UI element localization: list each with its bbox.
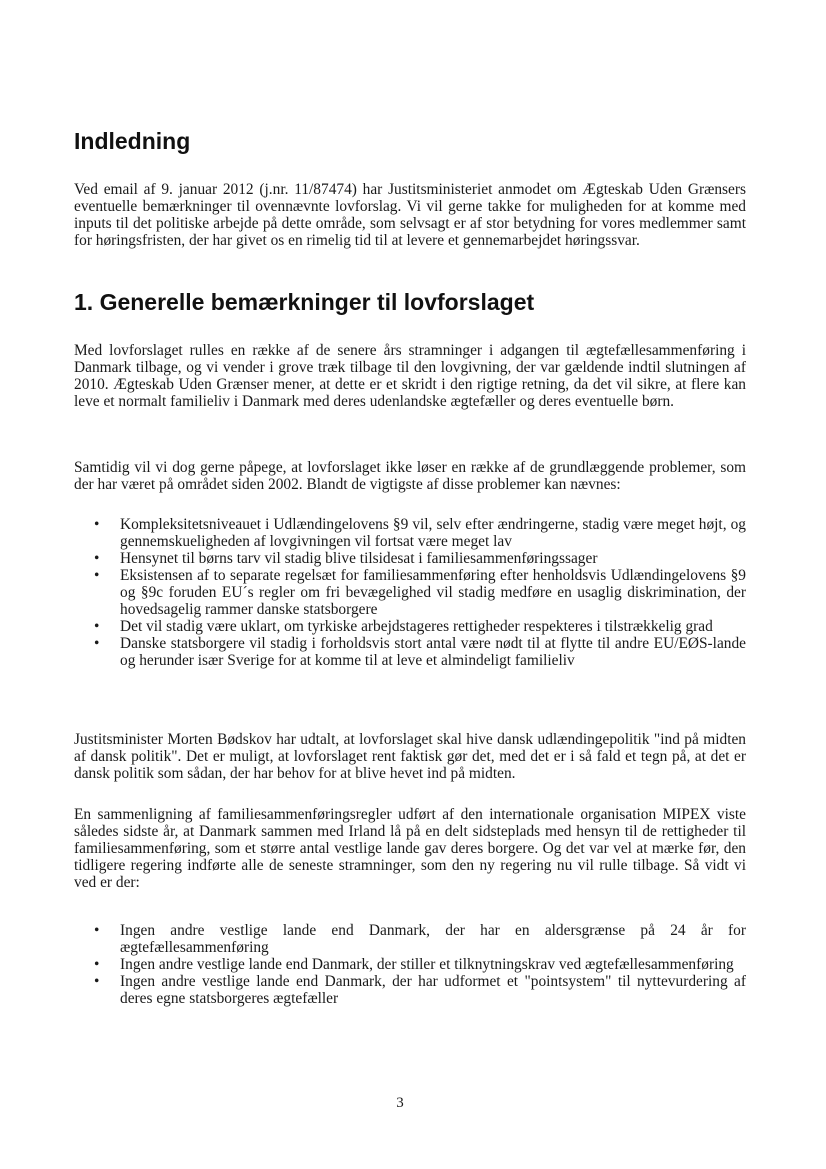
list-item-text: Kompleksitetsniveauet i Udlændingelovens §9 vil, selv efter ændringerne, stadig være meget højt, og gennemskueligheden af lovgivningen vil fortsat være meget lav bbox=[120, 516, 746, 550]
bullet-icon: • bbox=[94, 635, 100, 652]
western-countries-list bbox=[74, 922, 746, 1007]
list-item-text: Eksistensen af to separate regelsæt for familiesammenføring efter henholdsvis Udlændingelovens §9 og §9c foruden EU´s regler om fri bevægelighed vil stadig medføre en usaglig diskrimination, der hovedsagelig rammer danske statsborgere bbox=[120, 567, 746, 618]
page-number: 3 bbox=[396, 1095, 404, 1111]
list-item-text: Hensynet til børns tarv vil stadig blive tilsidesat i familiesammenføringssager bbox=[120, 550, 598, 567]
list-item bbox=[74, 567, 746, 618]
bullet-icon: • bbox=[94, 922, 100, 939]
list-item bbox=[74, 550, 746, 567]
heading-generelle-bemaerkninger: 1. Generelle bemærkninger til lovforslaget bbox=[74, 289, 535, 315]
list-item-text: Ingen andre vestlige lande end Danmark, der har en aldersgrænse på 24 år for ægtefællesammenføring bbox=[120, 922, 746, 956]
paragraph-samtidig: Samtidig vil vi dog gerne påpege, at lovforslaget ikke løser en række af de grundlæggende problemer, som der har været på området siden 2002. Blandt de vigtigste af disse problemer kan nævnes: bbox=[74, 459, 746, 493]
list-item bbox=[74, 618, 746, 635]
list-item-text: Det vil stadig være uklart, om tyrkiske arbejdstageres rettigheder respekteres i tilstrækkelig grad bbox=[120, 618, 713, 635]
paragraph-mipex: En sammenligning af familiesammenføringsregler udført af den internationale organisation MIPEX viste således sidste år, at Danmark sammen med Irland lå på en delt sidsteplads med hensyn til de rettigheder til familiesammenføring, som et større antal vestlige lande gav deres borgere. Og det var vel at mærke før, den tidligere regering indførte alle de seneste stramninger, som den ny regering nu vil rulle tilbage. Så vidt vi ved er der: bbox=[74, 806, 746, 891]
list-item-text: Danske statsborgere vil stadig i forholdsvis stort antal være nødt til at flytte til andre EU/EØS-lande og herunder især Sverige for at komme til at leve et almindeligt familieliv bbox=[120, 635, 746, 669]
problems-list bbox=[74, 516, 746, 669]
list-item bbox=[74, 956, 746, 973]
bullet-icon: • bbox=[94, 516, 100, 533]
intro-paragraph: Ved email af 9. januar 2012 (j.nr. 11/87474) har Justitsministeriet anmodet om Ægteskab Uden Grænsers eventuelle bemærkninger til ovennævnte lovforslag. Vi vil gerne takke for muligheden for at komme med inputs til det politiske arbejde på dette område, som selvsagt er af stor betydning for vores medlemmer samt for høringsfristen, der har givet os en rimelig tid til at levere et gennemarbejdet høringssvar. bbox=[74, 181, 746, 249]
bullet-icon: • bbox=[94, 550, 100, 567]
list-item bbox=[74, 635, 746, 669]
list-item bbox=[74, 922, 746, 956]
list-item-text: Ingen andre vestlige lande end Danmark, der stiller et tilknytningskrav ved ægtefællesammenføring bbox=[120, 956, 734, 973]
bullet-icon: • bbox=[94, 973, 100, 990]
bullet-icon: • bbox=[94, 618, 100, 635]
paragraph-lovforslaget-rulles: Med lovforslaget rulles en række af de senere års stramninger i adgangen til ægtefællesammenføring i Danmark tilbage, og vi vender i grove træk tilbage til den lovgivning, der var gældende indtil slutningen af 2010. Ægteskab Uden Grænser mener, at dette er et skridt i den rigtige retning, da det vil sikre, at flere kan leve et normalt familieliv i Danmark med deres udenlandske ægtefæller og deres eventuelle børn. bbox=[74, 342, 746, 410]
paragraph-justitsminister: Justitsminister Morten Bødskov har udtalt, at lovforslaget skal hive dansk udlændingepolitik "ind på midten af dansk politik". Det er muligt, at lovforslaget rent faktisk gør det, med det er i så fald et tegn på, at det er dansk politik som sådan, der har behov for at blive hevet ind på midten. bbox=[74, 731, 746, 782]
bullet-icon: • bbox=[94, 956, 100, 973]
list-item-text: Ingen andre vestlige lande end Danmark, der har udformet et "pointsystem" til nyttevurdering af deres egne statsborgeres ægtefæller bbox=[120, 973, 746, 1007]
bullet-icon: • bbox=[94, 567, 100, 584]
list-item bbox=[74, 516, 746, 550]
list-item bbox=[74, 973, 746, 1007]
heading-indledning: Indledning bbox=[74, 128, 191, 154]
